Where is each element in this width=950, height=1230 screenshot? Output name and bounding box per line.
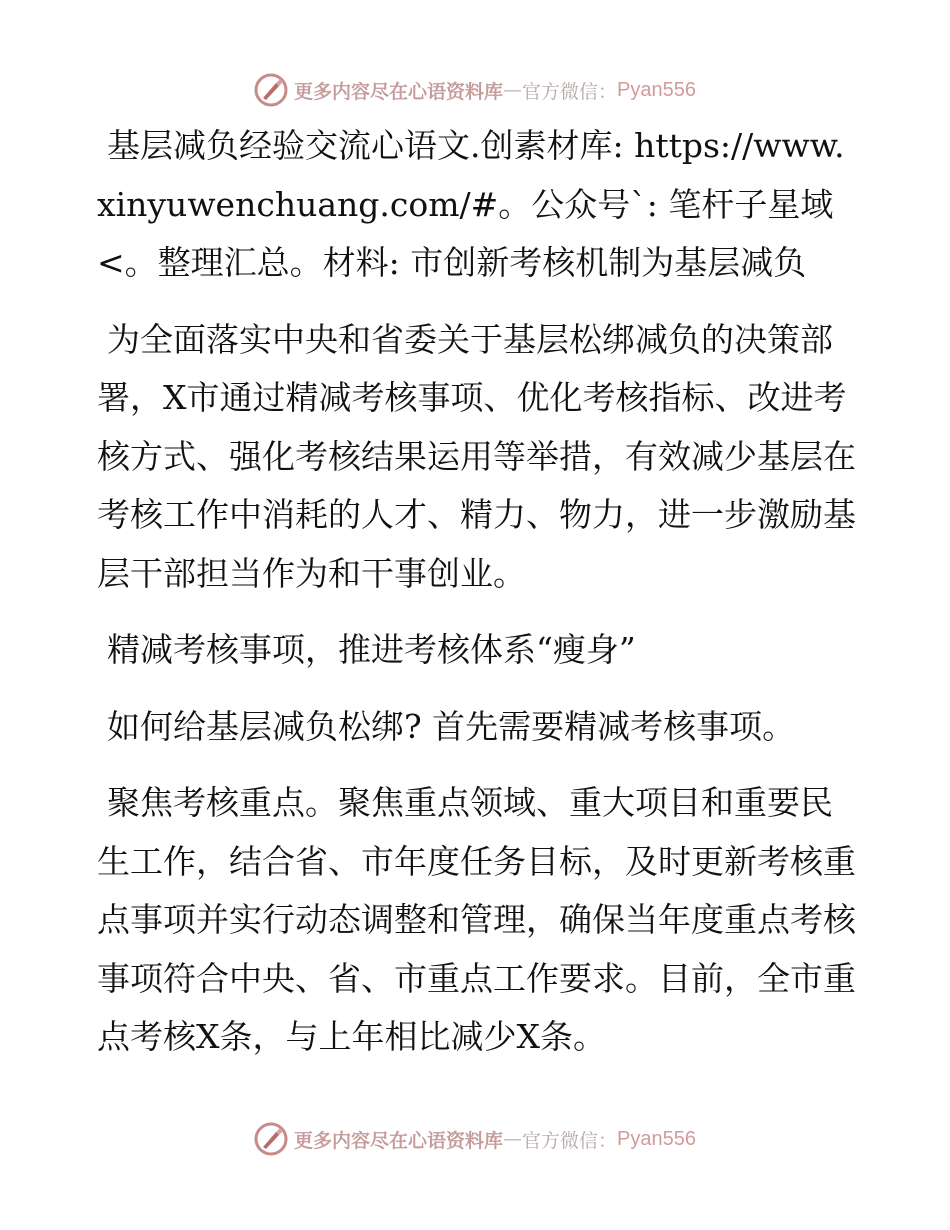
banner-wechat-id: Pyan556 (617, 78, 696, 101)
paragraph-overview: 为全面落实中央和省委关于基层松绑减负的决策部署，X市通过精减考核事项、优化考核指标、改进考核方式、强化考核结果运用等举措，有效减少基层在考核工作中消耗的人才、精力、物力，进一步激励基层干部担当作为和干事创业。 (97, 319, 856, 593)
section-heading: 精减考核事项，推进考核体系“瘦身” (107, 630, 636, 669)
paragraph-intro: 基层减负经验交流心语文.创素材库: https://www.xinyuwenchuang.com/#。公众号`: 笔杆子星域<。整理汇总。材料: 市创新考核机制为基层减负 (97, 126, 845, 282)
pen-logo-icon (254, 1122, 288, 1156)
paragraph-focus: 聚焦考核重点。聚焦重点领域、重大项目和重要民生工作，结合省、市年度任务目标，及时更新考核重点事项并实行动态调整和管理，确保当年度重点考核事项符合中央、省、市重点工作要求。目前，全市重点考核X条，与上年相比减少X条。 (97, 783, 856, 1056)
banner-main-text: 更多内容尽在心语资料库 (294, 80, 504, 103)
header-watermark-banner (0, 70, 950, 110)
banner-main-text: 更多内容尽在心语资料库 (294, 1129, 504, 1152)
footer-watermark-banner (0, 1119, 950, 1159)
banner-wechat-label: 官方微信： (522, 80, 618, 103)
pen-logo-icon (254, 73, 288, 107)
banner-dash: — (503, 79, 523, 101)
banner-dash: — (503, 1128, 523, 1150)
banner-wechat-label: 官方微信： (522, 1129, 618, 1152)
banner-wechat-id: Pyan556 (617, 1127, 696, 1150)
paragraph-question: 如何给基层减负松绑? 首先需要精减考核事项。 (107, 706, 796, 746)
document-body (97, 117, 857, 1067)
